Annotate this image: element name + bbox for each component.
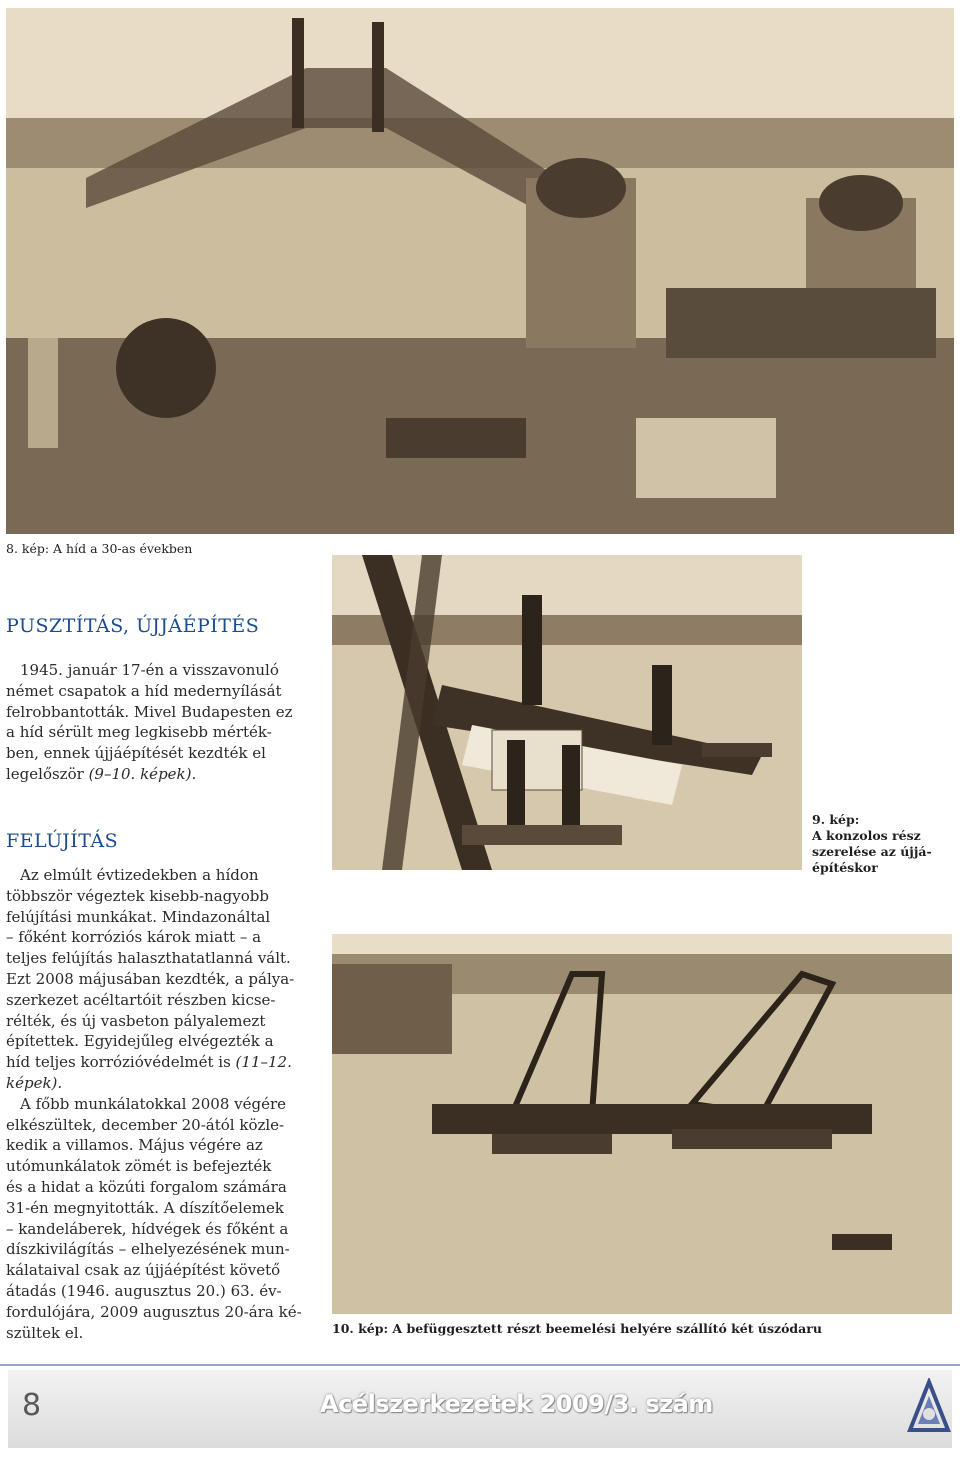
photo-floating-cranes	[332, 934, 952, 1314]
body-line: szerkezet acéltartóit részben kicse-	[6, 990, 276, 1009]
body-line: a híd sérült meg legkisebb mérték-	[6, 723, 272, 742]
photo9-caption-line: szerelése az újjá-	[812, 844, 932, 859]
photo9-caption-line: építéskor	[812, 860, 878, 875]
section-heading-renovation: FELÚJÍTÁS	[6, 830, 119, 852]
image-reference: (9–10. képek).	[88, 764, 197, 783]
body-line	[6, 764, 304, 785]
body-line: fordulójára, 2009 augusztus 20-ára ké-	[6, 1302, 302, 1321]
photo10-caption: 10. kép: A befüggesztett részt beemelési helyére szállító két úszódaru	[332, 1321, 822, 1336]
body-line: kedik a villamos. Május végére az	[6, 1136, 263, 1155]
body-line: – kandeláberek, hídvégek és főként a	[6, 1219, 289, 1238]
body-line: utómunkálatok zömét is befejezték	[6, 1157, 272, 1176]
body-line: rélték, és új vasbeton pályalemezt	[6, 1011, 266, 1030]
body-line	[6, 1052, 304, 1073]
section-heading-destruction: PUSZTÍTÁS, ÚJJÁÉPÍTÉS	[6, 615, 260, 637]
body-line: elkészültek, december 20-ától közle-	[6, 1115, 285, 1134]
section2-body	[6, 865, 304, 1343]
photo-cantilever-assembly	[332, 555, 802, 870]
body-line: német csapatok a híd medernyílását	[6, 681, 282, 700]
photo9-caption-line: A konzolos rész	[812, 828, 921, 843]
page-number: 8	[22, 1388, 42, 1423]
publication-title: Acélszerkezetek 2009/3. szám	[320, 1390, 713, 1418]
body-line: – főként korróziós károk miatt – a	[6, 928, 262, 947]
body-line: felrobbantották. Mivel Budapesten ez	[6, 702, 293, 721]
photo8-caption: 8. kép: A híd a 30-as években	[6, 541, 193, 556]
photo9-caption-label: 9. kép:	[812, 812, 860, 827]
body-line: 1945. január 17-én a visszavonuló	[20, 661, 279, 679]
section1-body	[6, 660, 304, 785]
body-line: Ezt 2008 májusában kezdték, a pálya-	[6, 969, 295, 988]
body-text-span: híd teljes korrózióvédelmét is	[6, 1053, 231, 1072]
page-footer	[8, 1370, 952, 1448]
body-text-span: legelőször	[6, 764, 84, 783]
body-line: Az elmúlt évtizedekben a hídon	[20, 866, 259, 884]
photo9-caption	[812, 812, 932, 876]
body-line: többször végeztek kisebb-nagyobb	[6, 886, 269, 905]
body-line: ben, ennek újjáépítését kezdték el	[6, 744, 266, 763]
image-reference: (11–12.	[235, 1053, 292, 1072]
body-line: átadás (1946. augusztus 20.) 63. év-	[6, 1281, 282, 1300]
image-reference: képek).	[6, 1073, 63, 1092]
body-line: A főbb munkálatokkal 2008 végére	[20, 1094, 287, 1113]
footer-divider	[0, 1364, 960, 1366]
body-line: díszkivilágítás – elhelyezésének mun-	[6, 1240, 290, 1259]
photo-bridge-1930s	[6, 8, 954, 534]
body-line: kálataival csak az újjáépítést követő	[6, 1261, 281, 1280]
publisher-logo-icon	[906, 1378, 952, 1438]
body-line: 31-én megnyitották. A díszítőelemek	[6, 1198, 284, 1217]
body-line: felújítási munkákat. Mindazonáltal	[6, 907, 271, 926]
body-line: építettek. Egyidejűleg elvégezték a	[6, 1032, 274, 1051]
body-line: teljes felújítás halaszthatatlanná vált.	[6, 949, 291, 968]
body-line: szültek el.	[6, 1323, 84, 1342]
body-line: és a hidat a közúti forgalom számára	[6, 1177, 287, 1196]
